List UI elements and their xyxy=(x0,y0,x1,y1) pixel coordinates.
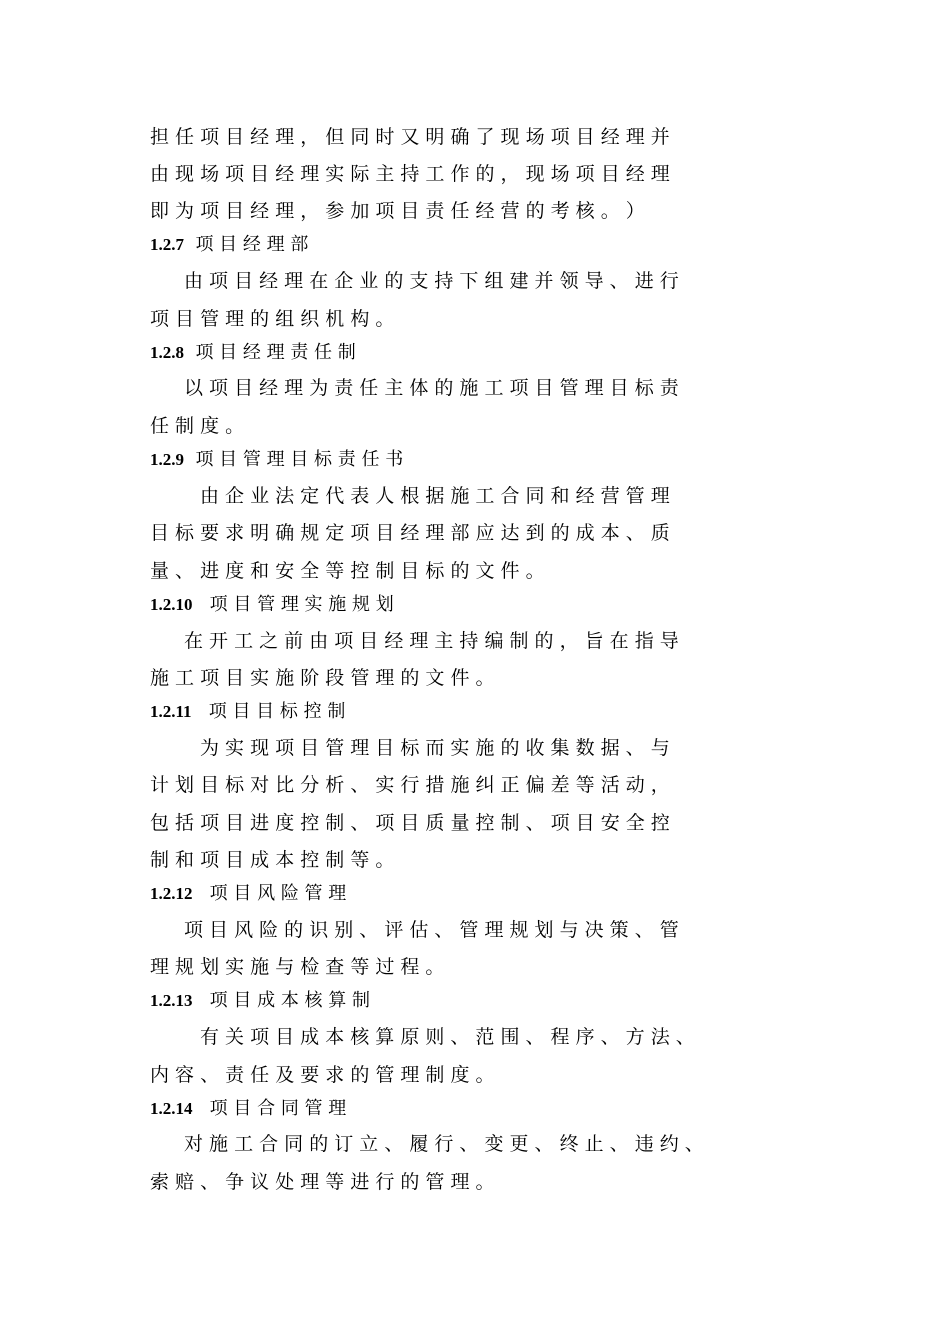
section-heading-1-2-8 xyxy=(150,342,356,364)
section-heading-1-2-11 xyxy=(150,701,345,723)
paragraph-line: 理 规 划 实 施 与 检 查 等 过 程 。 xyxy=(150,956,445,978)
section-title: 项 目 合 同 管 理 xyxy=(209,1098,347,1119)
paragraph-line: 目 标 要 求 明 确 规 定 项 目 经 理 部 应 达 到 的 成 本 、 质 xyxy=(150,522,670,544)
intro-line-3: 即 为 项 目 经 理 ， 参 加 项 目 责 任 经 营 的 考 核 。 ） xyxy=(150,200,645,222)
section-number: 1.2.12 xyxy=(150,884,193,903)
paragraph-line: 对 施 工 合 同 的 订 立 、 履 行 、 变 更 、 终 止 、 违 约 、 xyxy=(184,1133,704,1155)
section-heading-1-2-12 xyxy=(150,883,346,905)
section-number: 1.2.13 xyxy=(150,991,193,1010)
intro-line-2: 由 现 场 项 目 经 理 实 际 主 持 工 作 的 ， 现 场 项 目 经 理 xyxy=(150,163,670,185)
section-heading-1-2-9 xyxy=(150,449,403,471)
section-title: 项 目 管 理 目 标 责 任 书 xyxy=(195,449,404,470)
section-heading-1-2-10 xyxy=(150,594,394,616)
paragraph-line: 制 和 项 目 成 本 控 制 等 。 xyxy=(150,849,395,871)
section-heading-1-2-14 xyxy=(150,1098,346,1120)
section-number: 1.2.14 xyxy=(150,1099,193,1118)
paragraph-line: 项 目 风 险 的 识 别 、 评 估 、 管 理 规 划 与 决 策 、 管 xyxy=(184,919,679,941)
paragraph-line: 量 、 进 度 和 安 全 等 控 制 目 标 的 文 件 。 xyxy=(150,560,545,582)
section-number: 1.2.8 xyxy=(150,343,184,362)
intro-line-1: 担 任 项 目 经 理 ， 但 同 时 又 明 确 了 现 场 项 目 经 理 并 xyxy=(150,126,670,148)
paragraph-line: 有 关 项 目 成 本 核 算 原 则 、 范 围 、 程 序 、 方 法 、 xyxy=(200,1026,695,1048)
section-title: 项 目 经 理 部 xyxy=(195,234,309,255)
section-heading-1-2-7 xyxy=(150,234,308,256)
paragraph-line: 内 容 、 责 任 及 要 求 的 管 理 制 度 。 xyxy=(150,1064,495,1086)
paragraph-line: 由 项 目 经 理 在 企 业 的 支 持 下 组 建 并 领 导 、 进 行 xyxy=(184,270,679,292)
section-number: 1.2.9 xyxy=(150,450,184,469)
section-number: 1.2.7 xyxy=(150,235,184,254)
paragraph-line: 为 实 现 项 目 管 理 目 标 而 实 施 的 收 集 数 据 、 与 xyxy=(200,737,670,759)
section-title: 项 目 经 理 责 任 制 xyxy=(195,342,356,363)
section-title: 项 目 目 标 控 制 xyxy=(208,701,346,722)
paragraph-line: 施 工 项 目 实 施 阶 段 管 理 的 文 件 。 xyxy=(150,667,495,689)
paragraph-line: 计 划 目 标 对 比 分 析 、 实 行 措 施 纠 正 偏 差 等 活 动 ， xyxy=(150,774,670,796)
paragraph-line: 包 括 项 目 进 度 控 制 、 项 目 质 量 控 制 、 项 目 安 全 控 xyxy=(150,812,670,834)
section-number: 1.2.11 xyxy=(150,702,192,721)
section-number: 1.2.10 xyxy=(150,595,193,614)
paragraph-line: 任 制 度 。 xyxy=(150,415,245,437)
paragraph-line: 在 开 工 之 前 由 项 目 经 理 主 持 编 制 的 ， 旨 在 指 导 xyxy=(184,630,679,652)
paragraph-line: 索 赔 、 争 议 处 理 等 进 行 的 管 理 。 xyxy=(150,1171,495,1193)
paragraph-line: 项 目 管 理 的 组 织 机 构 。 xyxy=(150,308,395,330)
section-title: 项 目 风 险 管 理 xyxy=(209,883,347,904)
section-title: 项 目 管 理 实 施 规 划 xyxy=(209,594,394,615)
section-heading-1-2-13 xyxy=(150,990,370,1012)
paragraph-line: 由 企 业 法 定 代 表 人 根 据 施 工 合 同 和 经 营 管 理 xyxy=(200,485,670,507)
section-title: 项 目 成 本 核 算 制 xyxy=(209,990,371,1011)
paragraph-line: 以 项 目 经 理 为 责 任 主 体 的 施 工 项 目 管 理 目 标 责 xyxy=(184,377,679,399)
